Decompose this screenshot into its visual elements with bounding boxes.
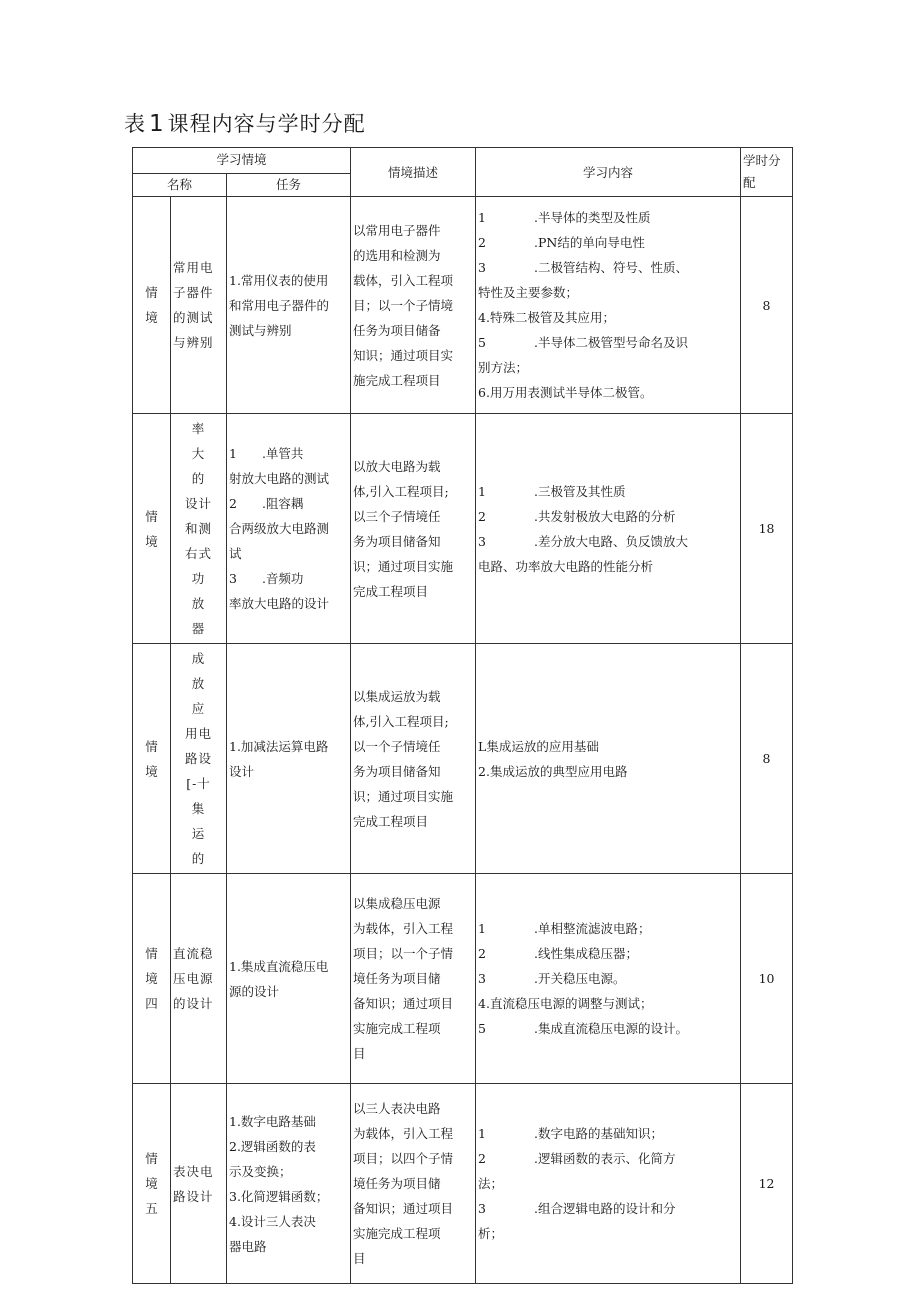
content-item-text: .开关稳压电源。 (534, 971, 626, 986)
content-cell (476, 874, 741, 1084)
description-line: 境任务为项目储 (353, 971, 441, 986)
content-item-text: .半导体的类型及性质 (534, 210, 651, 225)
name-cell (171, 644, 227, 874)
name-line: 的设计 (173, 996, 214, 1011)
table-row (133, 197, 793, 414)
table-row (133, 1084, 793, 1284)
situation-line: 境 (145, 1176, 158, 1191)
content-line (478, 380, 738, 405)
content-item-number: 3 (478, 1201, 486, 1216)
content-item-text: .半导体二极管型号命名及识 (534, 335, 689, 350)
content-item-text: .组合逻辑电路的设计和分 (534, 1201, 676, 1216)
content-line (478, 1196, 738, 1221)
name-line: 功 (191, 571, 206, 586)
description-cell (351, 1084, 476, 1284)
situation-line: 四 (145, 996, 158, 1011)
name-line: 器 (191, 621, 206, 636)
name-line: [-十 (186, 776, 211, 791)
situation-cell (133, 414, 171, 644)
situation-line: 五 (145, 1201, 158, 1216)
name-line: 与辨别 (173, 335, 214, 350)
task-cell (227, 414, 351, 644)
name-cell (171, 414, 227, 644)
situation-line: 境 (145, 310, 158, 325)
content-item-text: .共发射极放大电路的分析 (534, 508, 676, 524)
situation-line: 境 (145, 971, 158, 986)
task-line: 2.逻辑函数的表 (229, 1138, 316, 1154)
name-line: 运 (191, 826, 206, 841)
content-line (478, 479, 738, 504)
content-item-number: 2 (478, 946, 486, 961)
description-line: 项目；以一个子情 (353, 946, 454, 961)
content-line (478, 205, 738, 230)
content-line (478, 1146, 738, 1171)
situation-line: 境 (145, 533, 158, 549)
description-line: 以常用电子器件 (353, 222, 441, 238)
content-line (478, 554, 738, 579)
content-item-text: 4.特殊二极管及其应用； (478, 310, 615, 325)
description-line: 目 (353, 1251, 366, 1266)
situation-cell (133, 644, 171, 874)
name-line: 和测 (184, 521, 212, 536)
name-line: 路设 (184, 751, 212, 766)
situation-line: 情 (145, 738, 158, 754)
content-item-number: 5 (478, 1021, 486, 1036)
task-line: 1.加减法运算电路 (229, 738, 329, 754)
description-line: 实施完成工程项 (353, 1021, 441, 1036)
task-line: 源的设计 (229, 983, 280, 999)
description-line: 完成工程项目 (353, 813, 429, 829)
task-cell (227, 197, 351, 414)
description-line: 完成工程项目 (353, 583, 429, 599)
caption-number: 1 (149, 111, 165, 137)
task-line: 合两级放大电路测 (229, 521, 330, 536)
name-line: 子器件 (173, 285, 214, 300)
description-line: 以集成运放为载 (353, 688, 441, 704)
content-line (478, 1121, 738, 1146)
name-line: 常用电 (173, 260, 214, 275)
content-line (478, 1016, 738, 1041)
name-line: 路设计 (173, 1188, 214, 1204)
content-line (478, 355, 738, 380)
name-cell (171, 197, 227, 414)
content-item-text: L集成运放的应用基础 (478, 738, 599, 754)
caption-prefix: 表 (124, 112, 146, 136)
task-line: 3 .音频功 (229, 571, 304, 586)
content-line (478, 916, 738, 941)
task-line: 1 .单管共 (229, 446, 304, 461)
content-item-number: 3 (478, 533, 486, 549)
content-item-number: 5 (478, 335, 486, 350)
name-line: 放 (191, 676, 206, 691)
content-line (478, 759, 738, 784)
content-item-text: .数字电路的基础知识； (534, 1126, 664, 1141)
task-line: 率放大电路的设计 (229, 596, 330, 611)
content-item-text: 析； (478, 1226, 504, 1241)
task-line: 1.集成直流稳压电 (229, 958, 329, 974)
description-line: 目 (353, 1046, 366, 1061)
description-line: 识；通过项目实施 (353, 788, 454, 804)
situation-cell (133, 1084, 171, 1284)
description-cell (351, 644, 476, 874)
content-cell (476, 414, 741, 644)
hours-cell: 10 (741, 874, 793, 1084)
content-line (478, 1221, 738, 1246)
content-item-number: 1 (478, 1126, 486, 1141)
description-line: 的选用和检测为 (353, 247, 441, 263)
description-line: 备知识；通过项目 (353, 996, 454, 1011)
table-caption (124, 108, 366, 138)
task-line: 示及变换； (229, 1163, 292, 1179)
name-line: 的 (191, 471, 206, 486)
content-cell (476, 644, 741, 874)
situation-line: 境 (145, 763, 158, 779)
task-line: 器电路 (229, 1238, 267, 1254)
content-item-number: 1 (478, 210, 486, 225)
task-line: 3.化简逻辑函数； (229, 1188, 329, 1204)
task-cell (227, 1084, 351, 1284)
course-content-table (132, 147, 793, 1284)
situation-line: 情 (145, 946, 158, 961)
hours-cell: 18 (741, 414, 793, 644)
description-line: 识；通过项目实施 (353, 558, 454, 574)
description-line: 务为项目储备知 (353, 763, 441, 779)
description-line: 以一个子情境任 (353, 738, 441, 754)
name-line: 集 (191, 801, 206, 816)
content-item-number: 1 (478, 921, 486, 936)
description-line: 以三个子情境任 (353, 508, 441, 524)
name-line: 率 (191, 421, 206, 436)
content-line (478, 941, 738, 966)
name-cell (171, 874, 227, 1084)
name-cell (171, 1084, 227, 1284)
content-item-text: .逻辑函数的表示、化简方 (534, 1151, 676, 1166)
description-line: 施完成工程项目 (353, 372, 441, 388)
content-item-text: .差分放大电路、负反馈放大 (534, 533, 689, 549)
content-item-number: 3 (478, 971, 486, 986)
description-cell (351, 874, 476, 1084)
header-name: 名称 (133, 173, 227, 196)
content-item-text: .集成直流稳压电源的设计。 (534, 1021, 689, 1036)
description-line: 务为项目储备知 (353, 533, 441, 549)
content-item-text: 特性及主要参数； (478, 285, 579, 300)
name-line: 大 (191, 446, 206, 461)
content-line (478, 280, 738, 305)
task-cell (227, 644, 351, 874)
table-row (133, 414, 793, 644)
content-item-text: 4.直流稳压电源的调整与测试； (478, 996, 653, 1011)
description-line: 体,引入工程项目; (353, 483, 449, 499)
task-cell (227, 874, 351, 1084)
hours-cell: 8 (741, 644, 793, 874)
description-line: 项目；以四个子情 (353, 1151, 454, 1166)
name-line: 右式 (184, 546, 212, 561)
content-item-text: 6.用万用表测试半导体二极管。 (478, 385, 653, 400)
situation-cell (133, 197, 171, 414)
content-cell (476, 1084, 741, 1284)
task-line: 2 .阻容耦 (229, 496, 304, 511)
task-line: 试 (229, 546, 242, 561)
task-line: 4.设计三人表决 (229, 1213, 316, 1229)
content-line (478, 1171, 738, 1196)
name-line: 设计 (184, 496, 212, 511)
name-line: 放 (191, 596, 206, 611)
content-item-number: 3 (478, 260, 486, 275)
content-line (478, 255, 738, 280)
content-item-text: 别方法； (478, 360, 529, 375)
description-line: 为载体，引入工程 (353, 921, 454, 936)
header-hours: 学时分配 (741, 148, 793, 197)
name-line: 的测试 (173, 310, 214, 325)
table-body (133, 197, 793, 1284)
description-line: 以三人表决电路 (353, 1101, 441, 1116)
task-line: 设计 (229, 763, 255, 779)
description-line: 境任务为项目储 (353, 1176, 441, 1191)
situation-cell (133, 874, 171, 1084)
task-line: 测试与辨别 (229, 322, 292, 338)
name-line: 表决电 (173, 1163, 214, 1179)
content-line (478, 734, 738, 759)
task-line: 射放大电路的测试 (229, 471, 330, 486)
description-line: 实施完成工程项 (353, 1226, 441, 1241)
table-row (133, 644, 793, 874)
content-line (478, 529, 738, 554)
content-item-text: .线性集成稳压器； (534, 946, 639, 961)
content-item-text: .二极管结构、符号、性质、 (534, 260, 689, 275)
table-row (133, 874, 793, 1084)
situation-line: 情 (145, 508, 158, 524)
description-line: 备知识；通过项目 (353, 1201, 454, 1216)
description-line: 以集成稳压电源 (353, 896, 441, 911)
situation-line: 情 (145, 285, 158, 300)
content-item-text: 电路、功率放大电路的性能分析 (478, 558, 654, 574)
description-line: 载体，引入工程项 (353, 272, 454, 288)
description-line: 目；以一个子情境 (353, 297, 454, 313)
content-item-number: 2 (478, 235, 486, 250)
header-task: 任务 (227, 173, 351, 196)
hours-cell: 12 (741, 1084, 793, 1284)
task-line: 1.数字电路基础 (229, 1113, 316, 1129)
content-item-text: 法； (478, 1176, 504, 1191)
content-item-number: 1 (478, 483, 486, 499)
task-line: 1.常用仪表的使用 (229, 272, 329, 288)
content-line (478, 230, 738, 255)
header-description: 情境描述 (351, 148, 476, 197)
name-line: 的 (191, 851, 206, 866)
content-line (478, 504, 738, 529)
content-line (478, 330, 738, 355)
name-line: 直流稳 (173, 946, 214, 961)
description-line: 体,引入工程项目; (353, 713, 449, 729)
description-line: 任务为项目储备 (353, 322, 441, 338)
content-line (478, 966, 738, 991)
situation-line: 情 (145, 1151, 158, 1166)
content-line (478, 305, 738, 330)
name-line: 成 (191, 651, 206, 666)
content-item-text: .PN结的单向导电性 (534, 235, 645, 250)
description-line: 知识；通过项目实 (353, 347, 454, 363)
description-cell (351, 414, 476, 644)
content-item-number: 2 (478, 508, 486, 524)
name-line: 应 (191, 701, 206, 716)
content-line (478, 991, 738, 1016)
content-cell (476, 197, 741, 414)
content-item-text: 2.集成运放的典型应用电路 (478, 763, 628, 779)
task-line: 和常用电子器件的 (229, 297, 330, 313)
content-item-number: 2 (478, 1151, 486, 1166)
content-item-text: .三极管及其性质 (534, 483, 626, 499)
description-line: 以放大电路为载 (353, 458, 441, 474)
header-content: 学习内容 (476, 148, 741, 197)
name-line: 压电源 (173, 971, 214, 986)
hours-cell: 8 (741, 197, 793, 414)
header-situation: 学习情境 (133, 148, 351, 174)
description-line: 为载体，引入工程 (353, 1126, 454, 1141)
name-line: 用电 (184, 726, 212, 741)
content-item-text: .单相整流滤波电路； (534, 921, 651, 936)
caption-text: 课程内容与学时分配 (167, 112, 366, 136)
description-cell (351, 197, 476, 414)
